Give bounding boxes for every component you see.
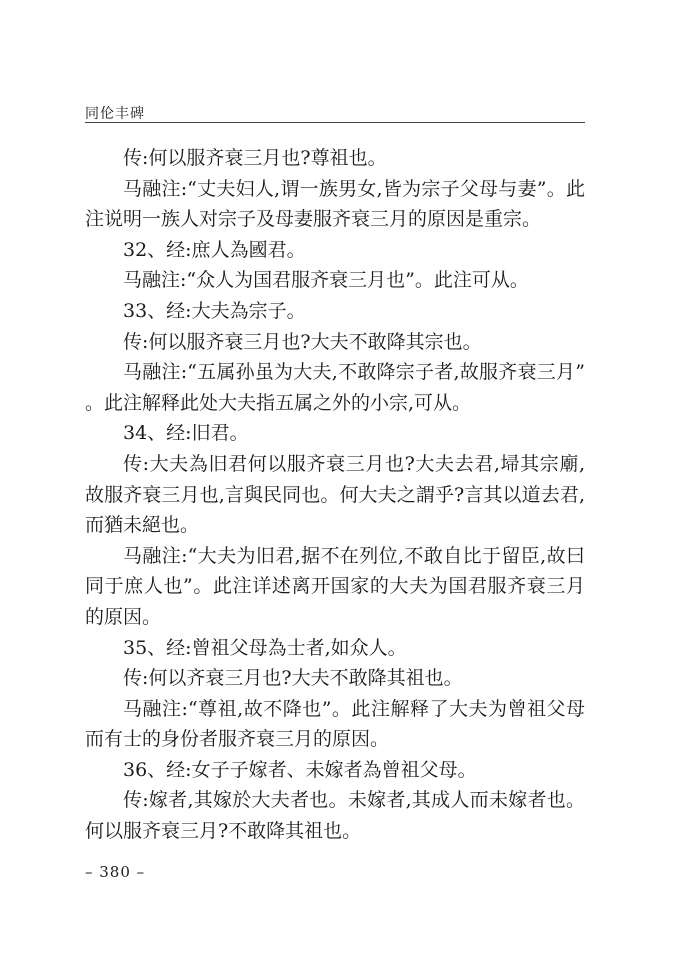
page-number: – 380 –: [85, 863, 146, 881]
paragraph: 传:何以服齐衰三月也?大夫不敢降其宗也。: [123, 330, 482, 353]
paragraph: 马融注:“五属孙虽为大夫,不敢降宗子者,故服齐衰三月”。此注解释此处大夫指五属之外的小宗,可从。: [85, 361, 585, 414]
running-title: 同伦丰碑: [85, 106, 145, 122]
header-divider: [85, 122, 585, 123]
paragraph: 36、经:女子子嫁者、未嫁者為曾祖父母。: [123, 758, 477, 781]
page-body: [85, 143, 585, 847]
paragraph: 马融注:“丈夫妇人,谓一族男女,皆为宗子父母与妻”。此注说明一族人对宗子及母妻服齐衰三月的原因是重宗。: [85, 177, 585, 231]
paragraph: 传:大夫為旧君何以服齐衰三月也?大夫去君,埽其宗廟,故服齐衰三月也,言與民同也。何大夫之謂乎?言其以道去君,而猶未絕也。: [85, 452, 585, 537]
paragraph: 传:何以服齐衰三月也?尊祖也。: [123, 147, 387, 169]
paragraph: 传:何以齐衰三月也?大夫不敢降其祖也。: [123, 667, 463, 690]
paragraph: 33、经:大夫為宗子。: [123, 299, 306, 322]
paragraph: 32、经:庶人為國君。: [123, 238, 306, 261]
paragraph: 传:嫁者,其嫁於大夫者也。未嫁者,其成人而未嫁者也。何以服齐衰三月?不敢降其祖也。: [85, 789, 585, 843]
paragraph: 马融注:“众人为国君服齐衰三月也”。此注可从。: [123, 269, 529, 292]
paragraph: 35、经:曾祖父母為士者,如众人。: [123, 636, 407, 659]
paragraph: 马融注:“尊祖,故不降也”。此注解释了大夫为曾祖父母而有士的身份者服齐衰三月的原因。: [85, 697, 585, 751]
paragraph: 马融注:“大夫为旧君,据不在列位,不敢自比于留臣,故曰同于庶人也”。此注详述离开国家的大夫为国君服齐衰三月的原因。: [85, 544, 585, 628]
paragraph: 34、经:旧君。: [123, 422, 249, 445]
